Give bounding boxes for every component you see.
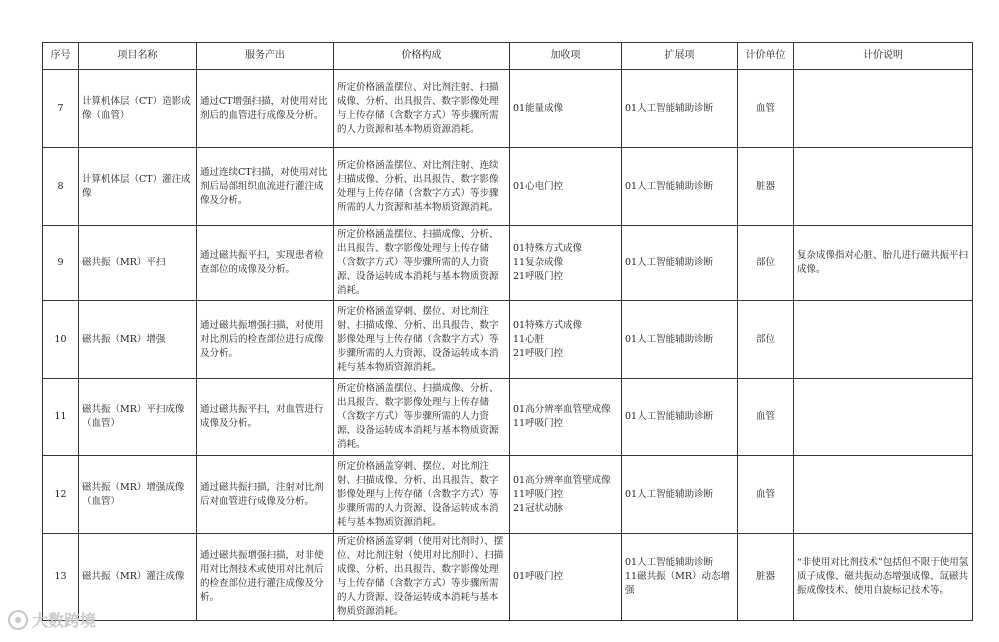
row-surcharge: 01呼吸门控 — [513, 571, 564, 582]
table-row — [43, 148, 973, 226]
row-no: 13 — [43, 534, 79, 621]
row-surcharge: 01特殊方式成像 11复杂成像 21呼吸门控 — [513, 243, 583, 282]
row-unit: 部位 — [738, 301, 794, 379]
row-unit: 血管 — [738, 456, 794, 534]
row-price-composition: 所定价格涵盖摆位、扫描成像、分析、出具报告、数字影像处理与上传存储（含数字方式）等步骤所需的人力资源、设备运转成本消耗与基本物质资源消耗。 — [334, 226, 510, 301]
row-surcharge: 01特殊方式成像 11心脏 21呼吸门控 — [513, 319, 583, 359]
table-row — [43, 301, 973, 379]
row-no: 7 — [43, 70, 79, 148]
row-extension: 01人工智能辅助诊断 — [625, 488, 714, 500]
header-no: 序号 — [43, 43, 79, 70]
table-row — [43, 70, 973, 148]
header-item-name: 项目名称 — [79, 43, 197, 70]
row-no: 12 — [43, 456, 79, 534]
table-row — [43, 456, 973, 534]
row-surcharge: 01能量成像 — [513, 102, 564, 114]
row-service-output: 通过磁共振平扫，对血管进行成像及分析。 — [197, 379, 334, 456]
table-row — [43, 534, 973, 621]
row-no: 11 — [43, 379, 79, 456]
header-surcharge: 加收项 — [510, 43, 622, 70]
row-price-composition: 所定价格涵盖摆位、对比剂注射、连续扫描成像、分析、出具报告、数字影像处理与上传存储（含数字方式）等步骤所需的人力资源和基本物质资源消耗。 — [334, 148, 510, 226]
row-note — [794, 70, 973, 148]
row-note — [794, 148, 973, 226]
header-extension: 扩展项 — [622, 43, 738, 70]
row-surcharge: 01心电门控 — [513, 180, 564, 192]
row-surcharge: 01高分辨率血管壁成像 11呼吸门控 21冠状动脉 — [513, 474, 611, 514]
watermark-logo-icon — [8, 610, 28, 630]
row-service-output: 通过连续CT扫描，对使用对比剂后局部组织血流进行灌注成像及分析。 — [197, 148, 334, 226]
row-service-output: 通过磁共振增强扫描，对使用对比剂后的检查部位进行成像及分析。 — [197, 301, 334, 379]
row-item-name: 磁共振（MR）平扫成像（血管） — [79, 379, 197, 456]
row-extension: 01人工智能辅助诊断 — [625, 180, 714, 192]
row-item-name: 磁共振（MR）平扫 — [79, 226, 197, 301]
row-price-composition: 所定价格涵盖穿刺（使用对比剂时）、摆位、对比剂注射（使用对比剂时）、扫描成像、分析、出具报告、数字影像处理与上传存储（含数字方式）等步骤所需的人力资源、设备运转成本消耗与基本物质资源消耗。 — [334, 534, 510, 621]
row-item-name: 计算机体层（CT）造影成像（血管） — [79, 70, 197, 148]
row-extension: 01人工智能辅助诊断 — [625, 333, 714, 345]
row-note — [794, 379, 973, 456]
row-service-output: 通过磁共振扫描，注射对比剂后对血管进行成像及分析。 — [197, 456, 334, 534]
row-surcharge: 01高分辨率血管壁成像 11呼吸门控 — [513, 404, 611, 429]
row-note: 复杂成像指对心脏、胎儿进行磁共振平扫成像。 — [794, 226, 973, 301]
watermark-text: 大数跨境 — [32, 611, 97, 630]
table-row — [43, 226, 973, 301]
row-no: 8 — [43, 148, 79, 226]
row-item-name: 计算机体层（CT）灌注成像 — [79, 148, 197, 226]
row-note — [794, 301, 973, 379]
row-item-name: 磁共振（MR）增强成像（血管） — [79, 456, 197, 534]
row-extension: 01人工智能辅助诊断 — [625, 102, 714, 114]
row-extension: 01人工智能辅助诊断 — [625, 411, 714, 422]
row-note — [794, 456, 973, 534]
row-unit: 脏器 — [738, 534, 794, 621]
row-item-name: 磁共振（MR）增强 — [79, 301, 197, 379]
header-unit: 计价单位 — [738, 43, 794, 70]
row-extension: 01人工智能辅助诊断 — [625, 257, 714, 268]
row-price-composition: 所定价格涵盖摆位、扫描成像、分析、出具报告、数字影像处理与上传存储（含数字方式）等步骤所需的人力资源、设备运转成本消耗与基本物质资源消耗。 — [334, 379, 510, 456]
row-price-composition: 所定价格涵盖穿刺、摆位、对比剂注射、扫描成像、分析、出具报告、数字影像处理与上传存储（含数字方式）等步骤所需的人力资源、设备运转成本消耗与基本物质资源消耗。 — [334, 301, 510, 379]
row-service-output: 通过CT增强扫描，对使用对比剂后的血管进行成像及分析。 — [197, 70, 334, 148]
watermark — [8, 608, 96, 631]
row-unit: 血管 — [738, 70, 794, 148]
table-row — [43, 379, 973, 456]
header-service-output: 服务产出 — [197, 43, 334, 70]
header-note: 计价说明 — [794, 43, 973, 70]
table-header-row — [43, 43, 973, 70]
header-price-composition: 价格构成 — [334, 43, 510, 70]
row-price-composition: 所定价格涵盖摆位、对比剂注射、扫描成像、分析、出具报告、数字影像处理与上传存储（含数字方式）等步骤所需的人力资源和基本物质资源消耗。 — [334, 70, 510, 148]
row-no: 10 — [43, 301, 79, 379]
row-note: “非使用对比剂技术”包括但不限于使用氢质子成像、磁共振动态增强成像、氙磁共振成像技术、使用自旋标记技术等。 — [794, 534, 973, 621]
row-unit: 部位 — [738, 226, 794, 301]
row-extension: 01人工智能辅助诊断 11磁共振（MR）动态增强 — [625, 557, 730, 596]
row-service-output: 通过磁共振平扫，实现患者检查部位的成像及分析。 — [197, 226, 334, 301]
row-service-output: 通过磁共振增强扫描，对非使用对比剂技术或使用对比剂后的检查部位进行灌注成像及分析。 — [197, 534, 334, 621]
row-unit: 血管 — [738, 379, 794, 456]
row-price-composition: 所定价格涵盖穿刺、摆位、对比剂注射、扫描成像、分析、出具报告、数字影像处理与上传存储（含数字方式）等步骤所需的人力资源、设备运转成本消耗与基本物质资源消耗。 — [334, 456, 510, 534]
pricing-table — [42, 42, 973, 621]
row-unit: 脏器 — [738, 148, 794, 226]
row-no: 9 — [43, 226, 79, 301]
row-item-name: 磁共振（MR）灌注成像 — [79, 534, 197, 621]
